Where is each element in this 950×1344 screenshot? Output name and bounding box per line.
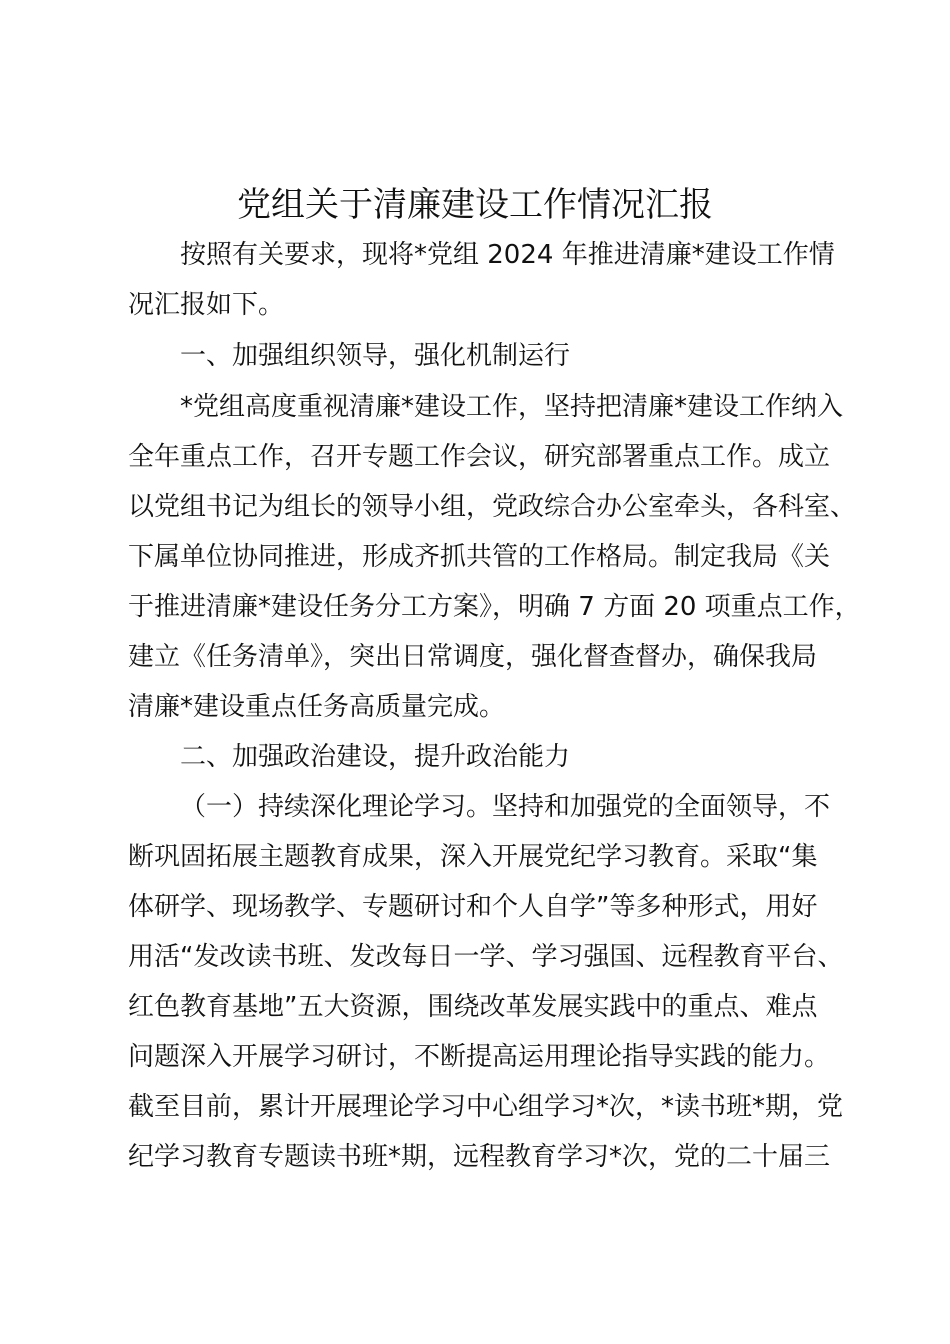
paragraph-line: 断巩固拓展主题教育成果，深入开展党纪学习教育。采取“集 — [128, 842, 818, 872]
paragraph-line: 全年重点工作，召开专题工作会议，研究部署重点工作。成立 — [128, 442, 831, 472]
paragraph-line: 红色教育基地”五大资源，围绕改革发展实践中的重点、难点 — [128, 992, 818, 1022]
paragraph-line: 以党组书记为组长的领导小组，党政综合办公室牵头，各科室、 — [128, 492, 857, 522]
paragraph-line: 清廉*建设重点任务高质量完成。 — [128, 692, 506, 722]
paragraph-line: 问题深入开展学习研讨，不断提高运用理论指导实践的能力。 — [128, 1042, 831, 1072]
section-heading: 一、加强组织领导，强化机制运行 — [180, 341, 571, 371]
paragraph-line: 用活“发改读书班、发改每日一学、学习强国、远程教育平台、 — [128, 942, 844, 972]
paragraph-line: 体研学、现场教学、专题研讨和个人自学”等多种形式，用好 — [128, 892, 818, 922]
paragraph-line: *党组高度重视清廉*建设工作，坚持把清廉*建设工作纳入 — [180, 392, 844, 422]
section-heading: 二、加强政治建设，提升政治能力 — [180, 742, 571, 772]
paragraph-line: 况汇报如下。 — [128, 290, 285, 320]
paragraph-line: 下属单位协同推进，形成齐抓共管的工作格局。制定我局《关 — [128, 542, 831, 572]
paragraph-line: （一）持续深化理论学习。坚持和加强党的全面领导，不 — [180, 792, 831, 822]
paragraph-line: 于推进清廉*建设任务分工方案》，明确 7 方面 20 项重点工作， — [128, 592, 861, 622]
paragraph-line: 纪学习教育专题读书班*期，远程教育学习*次，党的二十届三 — [128, 1142, 831, 1172]
paragraph-line: 截至目前，累计开展理论学习中心组学习*次，*读书班*期，党 — [128, 1092, 844, 1122]
document-title: 党组关于清廉建设工作情况汇报 — [237, 185, 713, 225]
paragraph-line: 按照有关要求，现将*党组 2024 年推进清廉*建设工作情 — [180, 240, 835, 270]
paragraph-line: 建立《任务清单》，突出日常调度，强化督查督办，确保我局 — [128, 642, 818, 672]
